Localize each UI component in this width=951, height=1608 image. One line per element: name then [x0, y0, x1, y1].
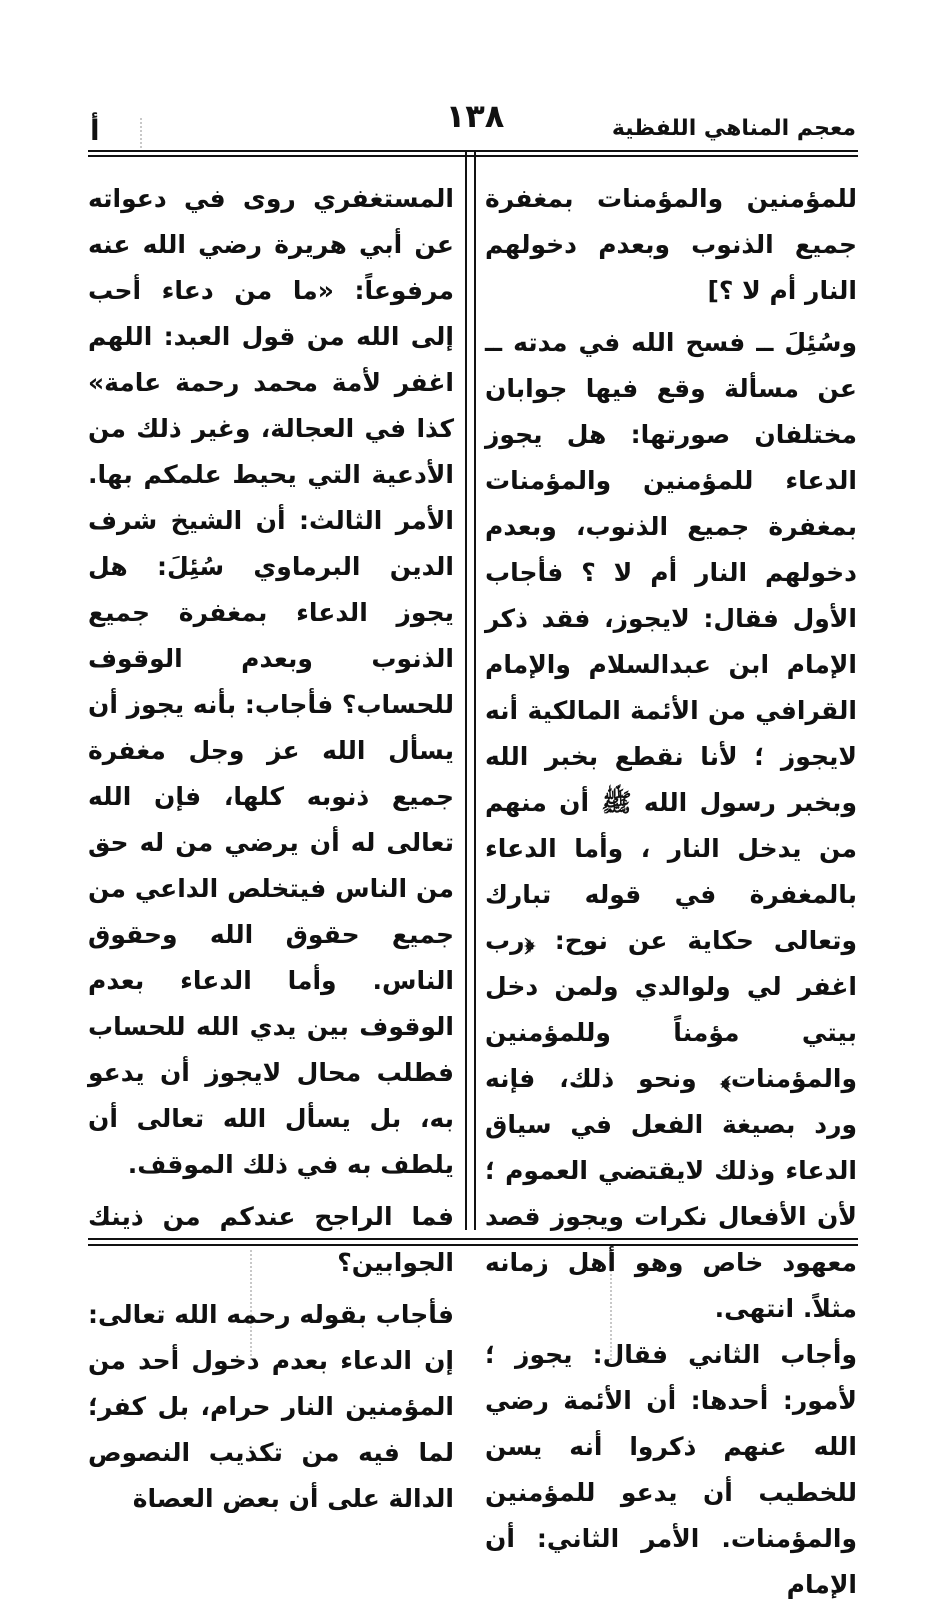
section-marker: أ [90, 114, 100, 147]
left-text-column [88, 176, 454, 1522]
left-paragraph-3: فأجاب بقوله رحمه الله تعالى: إن الدعاء بعدم دخول أحد من المؤمنين النار حرام، بل كفر؛ لما فيه من تكذيب النصوص الدالة على أن بعض العصاة [88, 1300, 454, 1513]
column-divider-left [465, 150, 467, 1230]
header-rule-bottom [88, 155, 858, 157]
left-paragraph-2: فما الراجح عندكم من ذينك الجوابين؟ [88, 1202, 454, 1277]
right-paragraph-2: وسُئِلَ ــ فسح الله في مدته ــ عن مسألة وقع فيها جوابان مختلفان صورتها: هل يجوز الدعاء للمؤمنين والمؤمنات بمغفرة جميع الذنوب، وبعدم دخولهم النار أم لا ؟ فأجاب الأول فقال: لايجوز، فقد ذكر الإمام ابن عبدالسلام والإمام القرافي من الأئمة المالكية أنه لايجوز ؛ لأنا نقطع بخبر الله وبخبر رسول الله ﷺ أن منهم من يدخل النار ، وأما الدعاء بالمغفرة في قوله تبارك وتعالى حكاية عن نوح: ﴿رب اغفر لي ولوالدي ولمن دخل بيتي مؤمناً وللمؤمنين والمؤمنات﴾ ونحو ذلك، فإنه ورد بصيغة الفعل في سياق الدعاء وذلك لايقتضي العموم ؛ لأن الأفعال نكرات ويجوز قصد معهود خاص وهو أهل زمانه مثلاً. انتهى. [485, 328, 857, 1323]
right-paragraph-1: للمؤمنين والمؤمنات بمغفرة جميع الذنوب وبعدم دخولهم النار أم لا ؟] [485, 184, 857, 305]
running-header-title: معجم المناهي اللفظية [611, 116, 856, 141]
page-number: ١٣٨ [445, 97, 505, 135]
left-paragraph-1: المستغفري روى في دعواته عن أبي هريرة رضي الله عنه مرفوعاً: «ما من دعاء أحب إلى الله من قول العبد: اللهم اغفر لأمة محمد رحمة عامة» كذا في العجالة، وغير ذلك من الأدعية التي يحيط علمكم بها. الأمر الثالث: أن الشيخ شرف الدين البرماوي سُئِلَ: هل يجوز الدعاء بمغفرة جميع الذنوب وبعدم الوقوف للحساب؟ فأجاب: بأنه يجوز أن يسأل الله عز وجل مغفرة جميع ذنوبه كلها، فإن الله تعالى له أن يرضي من له حق من الناس فيتخلص الداعي من جميع حقوق الله وحقوق الناس. وأما الدعاء بعدم الوقوف بين يدي الله للحساب فطلب محال لايجوز أن يدعو به، بل يسأل الله تعالى أن يلطف به في ذلك الموقف. [88, 184, 454, 1179]
right-paragraph-3: وأجاب الثاني فقال: يجوز ؛ لأمور: أحدها: أن الأئمة رضي الله عنهم ذكروا أنه يسن للخطيب أن يدعو للمؤمنين والمؤمنات. الأمر الثاني: أن الإمام [485, 1340, 857, 1599]
header-rule-top [88, 150, 858, 152]
column-divider-right [474, 150, 476, 1230]
right-text-column [485, 176, 857, 1608]
scan-dots-top [140, 118, 142, 148]
